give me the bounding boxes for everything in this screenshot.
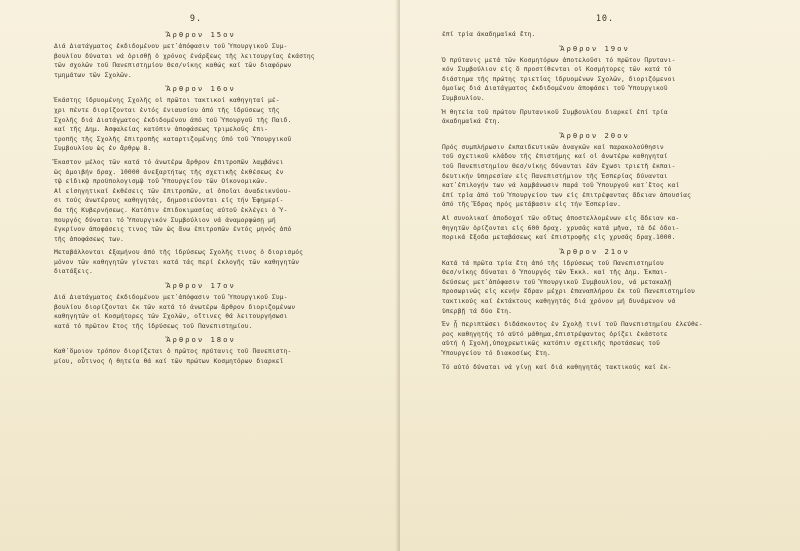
article-heading: Ἄρθρον 19ον — [560, 43, 630, 53]
paragraph — [54, 96, 378, 154]
paragraph — [442, 259, 778, 317]
text-line: Ἐν ᾗ περιπτώσει διδάσκοντος ἐν Σχολῇ τινί τοῦ Πανεπιστημίου ἐλεύθε- — [442, 321, 703, 329]
paragraph — [442, 143, 778, 210]
text-line: μίου, οὗτινος ἡ θητεία θά καί τῶν πρώτων Κοσμητόρων διαρκεῖ — [54, 358, 284, 366]
text-line: Τό αὐτό δύναται νά γίνῃ καί διά καθηγητάς τακτικούς καί ἐκ- — [442, 363, 672, 371]
text-line: Ὑπουργείου τό διακοσίως ἔτη. — [442, 350, 551, 358]
text-line: ρος καθηγητής τό αὐτό μάθημα,ἐπιστρέψαντος ὁρίζει ἑκάστοτε — [442, 330, 668, 338]
text-line: μόνον τῶν καθηγητῶν γίνεται κατά τάς περί ἐκλογῆς τῶν καθηγητῶν — [54, 258, 300, 266]
page-content — [54, 30, 378, 367]
text-line: Ἑκάστης ἱδρυομένης Σχολῆς οἱ πρῶτοι τακτικοί καθηγηταί μέ- — [54, 97, 280, 105]
text-line: ἐπί τρία ἀκαδημαϊκά ἔτη. — [442, 31, 536, 38]
text-line: ἀκαδημαϊκά ἔτη. — [442, 118, 501, 126]
paragraph — [54, 158, 378, 244]
paragraph — [442, 320, 778, 358]
text-line: Αἱ εἰσηγητικαί ἐκθέσεις τῶν ἐπιτροπῶν, αἱ ὁποῖαι ἀναδεικνύου- — [54, 187, 292, 195]
text-line: δευτικήν ὑπηρεσίαν εἰς Πανεπιστήμιον τῆς Ἑσπερίας δύνανται — [442, 172, 668, 180]
text-line: προσωρινῶς εἰς κενήν ἕδραν μέχρι ἐπαναπλήρου ἐκ τοῦ Πανεπιστημίου — [442, 288, 695, 296]
text-line: Σχολῆς διά Διατάγματος ἐκδιδομένου ἀπό τοῦ Ὑπουργοῦ τῆς Παιδ. — [54, 116, 292, 124]
text-line: δεύσεως μετ᾽ἀπόφασιν τοῦ Ὑπουργικοῦ Συμβουλίου, νά μετακαλῇ — [442, 278, 672, 286]
text-line: τοῦ Πανεπιστημίου Θεσ/νίκης δύνανται ἐάν ἔχωσι τριετῆ ἐκπαι- — [442, 162, 676, 170]
text-line: ἐπί τρία ἀπό τοῦ Ὑπουργείου των εἰς ἐπιτρέψαντας ἄδειαν ἀπουσίας — [442, 191, 692, 199]
text-line: πορικά ἔξοδα μεταβάσεως καί ἐπιστροφῆς εἰς χρυσᾶς δραχ.1000. — [442, 234, 676, 242]
text-line: ἀπό τῆς Ἕδρας πρός μετάβασιν εἰς τήν Ἑσπερίαν. — [442, 201, 621, 209]
article-heading: Ἄρθρον 20ον — [560, 130, 630, 140]
article-heading: Ἄρθρον 21ον — [560, 246, 630, 256]
text-line: Συμβουλίου ὡς ἐν ἄρθρῳ 8. — [54, 145, 152, 153]
text-line: Θεσ/νίκης δύναται ὁ Ὑπουργός τῶν Ἐκκλ. καί τῆς Δημ. Ἐκπαι- — [442, 269, 668, 277]
text-line: κατά τό πρῶτον ἔτος τῆς ἱδρύσεως τοῦ Πανεπιστημίου. — [54, 322, 253, 330]
text-line: τῶν σχολῶν τοῦ Πανεπιστημίου Θεσ/νίκης καθώς καί τῶν διαφόρων — [54, 62, 292, 70]
article-heading: Ἄρθρον 17ον — [166, 281, 236, 291]
text-line: δα τῆς Κυβερνήσεως. Κατόπιν ἐπιδοκιμασίας αὐτοῦ ἐκλέγει ὁ Ὑ- — [54, 206, 288, 214]
text-line: τῆς ἀποφάσεως των. — [54, 235, 125, 243]
paragraph — [442, 363, 778, 373]
text-line: Καθ᾽ὅμοιον τρόπον διορίζεται ὁ πρῶτος πρύτανις τοῦ Πανεπιστη- — [54, 348, 292, 356]
text-line: Μεταβάλλονται ἐξαμήνου ἀπό τῆς ἱδρύσεως Σχολῆς τινος ὁ διορισμός — [54, 249, 304, 257]
text-line: Κατά τά πρῶτα τρία ἔτη ἀπό τῆς ἱδρύσεως τοῦ Πανεπιστημίου — [442, 259, 664, 267]
text-line: αὐτή ἡ Σχολή,ὑποχρεωτικῶς κατόπιν σχετικῆς προτάσεως τοῦ — [442, 340, 660, 348]
paragraph — [442, 30, 778, 40]
text-line: καθηγητῶν οἱ Κοσμήτορες τῶν Σχολῶν, οἵτινες θά λειτουργήσωσι — [54, 313, 288, 321]
page-content — [442, 30, 778, 372]
text-line: τακτικούς καί ἐκτάκτους καθηγητάς διά χρόνον μή δυνάμενον νά — [442, 298, 676, 306]
text-line: Αἱ συνολικαί ἀποδοχαί τῶν οὕτως ἀποστελλομένων εἰς ἄδειαν κα- — [442, 214, 680, 222]
paragraph — [54, 42, 378, 80]
text-line: βουλίου διορίζονται ἐκ τῶν κατά τό ἀνωτέρω ἄρθρον διοριζομένων — [54, 303, 296, 311]
paragraph — [442, 108, 778, 127]
paragraph — [54, 347, 378, 366]
text-line: ὁμοίως διά Διατάγματος ἐκδιδομένου ἀποφάσει τοῦ Ὑπουργικοῦ — [442, 85, 668, 93]
text-line: καί τῆς Δημ. Ἀσφαλείας κατόπιν ἀποφάσεως τριμελοῦς ἐπι- — [54, 126, 269, 134]
text-line: Ἡ θητεία τοῦ πρώτου Πρυτανικοῦ Συμβουλίου διαρκεῖ ἐπί τρία — [442, 108, 668, 116]
text-line: τμημάτων τῶν Σχολῶν. — [54, 71, 132, 79]
text-line: διάστημα τῆς πρώτης τριετίας ἱδρυομένων Σχολῶν, διοριζόμενοι — [442, 75, 676, 83]
text-line: τοῦ σχετικοῦ κλάδου τῆς ἐπιστήμης καί οἱ ἀνωτέρω καθηγηταί — [442, 153, 668, 161]
text-line: χρι πέντε διορίζονται ἐντός ἐνιαυσίου ἀπό τῆς ἱδρύσεως τῆς — [54, 106, 280, 114]
text-line: Ἕκαστον μέλος τῶν κατά τό ἀνωτέρω ἄρθρον ἐπιτροπῶν λαμβάνει — [54, 158, 284, 166]
text-line: πουργός δύναται τό Ὑπουργικόν Συμβούλιον νά ἀναμορφώσῃ μή — [54, 216, 276, 224]
article-heading: Ἄρθρον 18ον — [166, 335, 236, 345]
text-line: διατάξεις. — [54, 268, 93, 276]
text-line: Διά Διατάγματος ἐκδιδομένου μετ᾽ἀπόφασιν τοῦ Ὑπουργικοῦ Συμ- — [54, 43, 288, 50]
text-line: ὑπερβῇ τά δύο ἔτη. — [442, 307, 513, 315]
article-heading: Ἄρθρον 16ον — [166, 84, 236, 94]
text-line: κόν Συμβούλιον εἰς ὃ προστίθενται οἱ Κοσμήτορες τῶν κατά τό — [442, 66, 672, 74]
page-number: 9. — [189, 14, 203, 24]
text-line: Ὁ πρύτανις μετά τῶν Κοσμητόρων ἀποτελοῦσι τό πρῶτον Πρυτανι- — [442, 56, 676, 64]
page-number: 10. — [595, 14, 615, 24]
text-line: Συμβουλίου. — [442, 94, 485, 102]
text-line: θηγητῶν ὁρίζονται εἰς 600 δραχ. χρυσᾶς κατά μῆνα, τά δέ ὁδοι- — [442, 224, 680, 232]
text-line: Διά Διατάγματος ἐκδιδομένου μετ᾽ἀπόφασιν τοῦ Ὑπουργικοῦ Συμ- — [54, 294, 288, 302]
text-line: σι τούς ἀνωτέρους καθηγητάς, δημοσιεύονται εἰς τήν Ἐφημερί- — [54, 197, 284, 205]
paragraph — [54, 248, 378, 277]
text-line: ὡς ἀμοιβήν δραχ. 10000 ἀνεξαρτήτως τῆς σχετικῆς ἐκθέσεως ἐν — [54, 168, 284, 176]
text-line: κατ᾽ἐπιλογήν των νά λαμβάνωσιν παρά τοῦ Ὑπουργοῦ κατ᾽ἔτος καί — [442, 182, 680, 190]
text-line: ἐγκρίνον ἀποφάσεις τινος τῶν ὡς ἄνω ἐπιτροπῶν ἐντός μηνός ἀπό — [54, 226, 292, 234]
text-line: βουλίου δύναται νά ὁρισθῇ ὁ χρόνος ἐνάρξεως τῆς λειτουργίας ἑκάστης — [54, 52, 315, 60]
article-heading: Ἄρθρον 15ον — [166, 30, 236, 39]
text-line: τῷ εἰδικῷ προϋπολογισμῷ τοῦ Ὑπουργείου τῶν Οἰκονομικῶν. — [54, 178, 269, 186]
right-page — [400, 0, 800, 551]
paragraph — [442, 56, 778, 104]
text-line: Πρός συμπλήρωσιν ἐκπαιδευτικῶν ἀναγκῶν καί παρακολούθησιν — [442, 143, 664, 151]
paragraph — [54, 293, 378, 331]
paragraph — [442, 214, 778, 243]
text-line: τροπῆς τῆς Σχολῆς ἐπιτροπῆς καταρτιζομένης ὑπό τοῦ Ὑπουργικοῦ — [54, 135, 292, 143]
